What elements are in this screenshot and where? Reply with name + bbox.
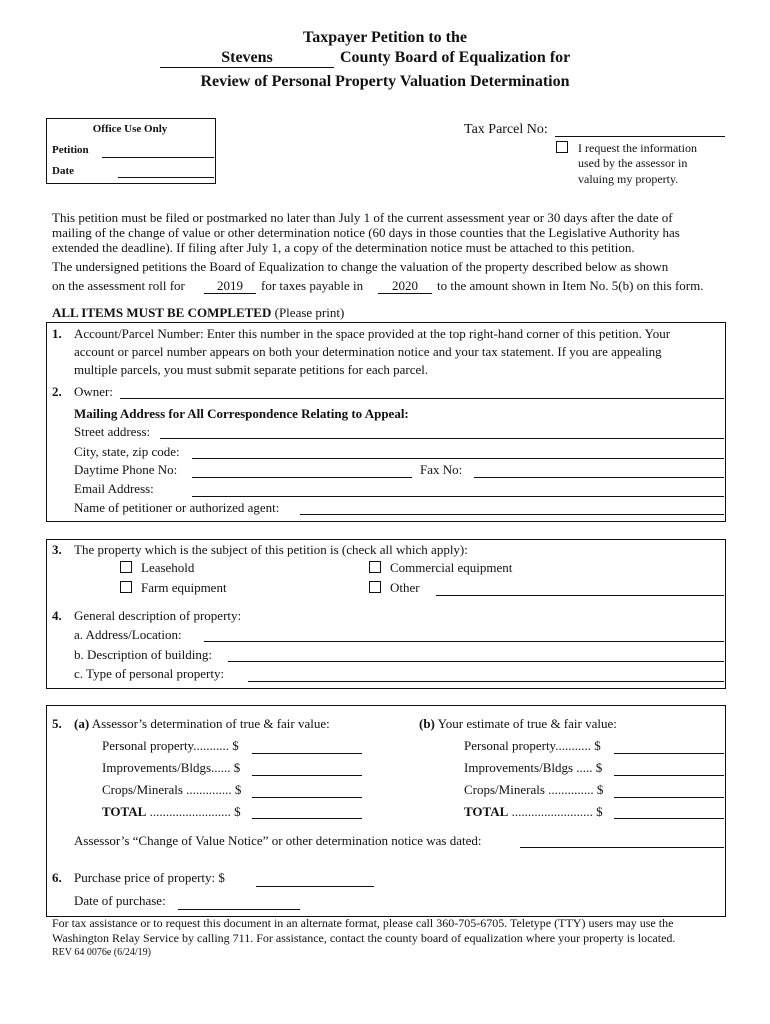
estimate-personal-property-label: Personal property........... $ — [464, 738, 601, 753]
payable-year[interactable]: 2020 — [392, 278, 418, 293]
city-field[interactable] — [192, 458, 724, 459]
petition-field[interactable] — [102, 157, 214, 158]
office-use-heading: Office Use Only — [92, 123, 168, 135]
payable-year-line — [378, 293, 432, 294]
farm-equipment-label: Farm equipment — [141, 580, 227, 595]
personal-property-type-field[interactable] — [248, 681, 724, 682]
intro-line-3: extended the deadline). If filing after July 1, a copy of the determination notice must be attached to this petition. — [52, 240, 635, 255]
farm-equipment-checkbox[interactable] — [120, 581, 132, 593]
please-print: (Please print) — [274, 305, 345, 320]
estimate-total-bold: TOTAL — [464, 804, 509, 819]
estimate-improvements-label: Improvements/Bldgs ..... $ — [464, 760, 603, 775]
purchase-price-label: Purchase price of property: $ — [74, 870, 225, 885]
assessor-crops-label: Crops/Minerals .............. $ — [102, 782, 242, 797]
footer-line-2: Washington Relay Service by calling 711. For assistance, contact the county board of equalization where your property is located. — [52, 931, 676, 945]
notice-date-field[interactable] — [520, 847, 724, 848]
section-4-number: 4. — [52, 608, 62, 623]
section-2-number: 2. — [52, 384, 62, 399]
roll-year[interactable]: 2019 — [217, 278, 243, 293]
phone-field[interactable] — [192, 477, 412, 478]
estimate-total-field[interactable] — [614, 818, 724, 819]
roll-year-line — [204, 293, 256, 294]
estimate-crops-field[interactable] — [614, 797, 724, 798]
form-title-line3: Review of Personal Property Valuation Determination — [200, 73, 570, 90]
assessor-total-dots: ......................... $ — [149, 804, 241, 819]
section-5a-label: Assessor’s determination of true & fair value: — [91, 716, 330, 731]
other-checkbox[interactable] — [369, 581, 381, 593]
request-info-text-1: I request the information — [578, 141, 697, 155]
purchase-price-field[interactable] — [256, 886, 374, 887]
fax-field[interactable] — [474, 477, 724, 478]
section-3-number: 3. — [52, 542, 62, 557]
section-5a-marker: (a) — [74, 716, 90, 731]
section-5b-label: Your estimate of true & fair value: — [437, 716, 617, 731]
assessor-total-field[interactable] — [252, 818, 362, 819]
county-line — [160, 67, 334, 68]
street-field[interactable] — [160, 438, 724, 439]
estimate-total-dots: ......................... $ — [511, 804, 603, 819]
request-info-checkbox[interactable] — [556, 141, 568, 153]
leasehold-label: Leasehold — [141, 560, 195, 575]
section-3-label: The property which is the subject of this petition is (check all which apply): — [74, 542, 468, 557]
leasehold-checkbox[interactable] — [120, 561, 132, 573]
email-label: Email Address: — [74, 481, 154, 496]
request-info-text-2: used by the assessor in — [578, 156, 688, 170]
agent-label: Name of petitioner or authorized agent: — [74, 500, 280, 515]
intro-line-2: mailing of the change of value or other determination notice (60 days in those counties that the Legislative Authority has — [52, 225, 680, 240]
form-title-line2: County Board of Equalization for — [340, 49, 571, 66]
assessor-improvements-label: Improvements/Bldgs...... $ — [102, 760, 241, 775]
form-title-line1: Taxpayer Petition to the — [303, 29, 467, 46]
office-date-label: Date — [52, 165, 74, 177]
estimate-personal-property-field[interactable] — [614, 753, 724, 754]
other-label: Other — [390, 580, 420, 595]
petition-label: Petition — [52, 144, 89, 156]
purchase-date-label: Date of purchase: — [74, 893, 166, 908]
section-5-number: 5. — [52, 716, 62, 731]
owner-label: Owner: — [74, 384, 113, 399]
section-4-label: General description of property: — [74, 608, 242, 623]
form-code: REV 64 0076e (6/24/19) — [52, 947, 151, 958]
roll-suffix: to the amount shown in Item No. 5(b) on this form. — [437, 278, 704, 293]
commercial-equipment-checkbox[interactable] — [369, 561, 381, 573]
office-date-field[interactable] — [118, 177, 214, 178]
estimate-improvements-field[interactable] — [614, 775, 724, 776]
personal-property-type-label: c. Type of personal property: — [74, 666, 225, 681]
email-field[interactable] — [192, 496, 724, 497]
section-1-line-2: account or parcel number appears on both your determination notice and your tax statement. If you are appealing — [74, 344, 662, 359]
section-6-number: 6. — [52, 870, 62, 885]
assessor-total-bold: TOTAL — [102, 804, 147, 819]
assessor-crops-field[interactable] — [252, 797, 362, 798]
notice-date-label: Assessor’s “Change of Value Notice” or other determination notice was dated: — [74, 833, 482, 848]
commercial-equipment-label: Commercial equipment — [390, 560, 513, 575]
section-1-line-1: Account/Parcel Number: Enter this number in the space provided at the top right-hand corner of this petition. Your — [74, 326, 671, 341]
payable-label: for taxes payable in — [261, 278, 364, 293]
phone-label: Daytime Phone No: — [74, 462, 178, 477]
street-label: Street address: — [74, 424, 151, 439]
tax-parcel-label: Tax Parcel No: — [464, 122, 548, 137]
all-items-heading: ALL ITEMS MUST BE COMPLETED — [52, 305, 272, 320]
fax-label: Fax No: — [420, 462, 463, 477]
intro-line-4: The undersigned petitions the Board of Equalization to change the valuation of the property described below as shown — [52, 259, 669, 274]
purchase-date-field[interactable] — [178, 909, 300, 910]
address-location-field[interactable] — [204, 641, 724, 642]
assessor-personal-property-field[interactable] — [252, 753, 362, 754]
agent-field[interactable] — [300, 514, 724, 515]
section-1-number: 1. — [52, 326, 62, 341]
building-description-label: b. Description of building: — [74, 647, 212, 662]
mailing-heading: Mailing Address for All Correspondence Relating to Appeal: — [74, 406, 409, 421]
assessor-personal-property-label: Personal property........... $ — [102, 738, 239, 753]
building-description-field[interactable] — [228, 661, 724, 662]
estimate-crops-label: Crops/Minerals .............. $ — [464, 782, 604, 797]
roll-prefix: on the assessment roll for — [52, 278, 185, 293]
assessor-improvements-field[interactable] — [252, 775, 362, 776]
footer-line-1: For tax assistance or to request this document in an alternate format, please call 360-705-6705. Teletype (TTY) users may use the — [52, 916, 674, 930]
section-5b-marker: (b) — [419, 716, 435, 731]
address-location-label: a. Address/Location: — [74, 627, 182, 642]
city-label: City, state, zip code: — [74, 444, 180, 459]
intro-line-1: This petition must be filed or postmarked no later than July 1 of the current assessment year or 30 days after the date of — [52, 210, 673, 225]
tax-parcel-field[interactable] — [555, 136, 725, 137]
county-name[interactable]: Stevens — [221, 49, 273, 66]
other-field[interactable] — [436, 595, 724, 596]
request-info-text-3: valuing my property. — [578, 172, 679, 186]
owner-field[interactable] — [120, 398, 724, 399]
section-1-line-3: multiple parcels, you must submit separate petitions for each parcel. — [74, 362, 429, 377]
